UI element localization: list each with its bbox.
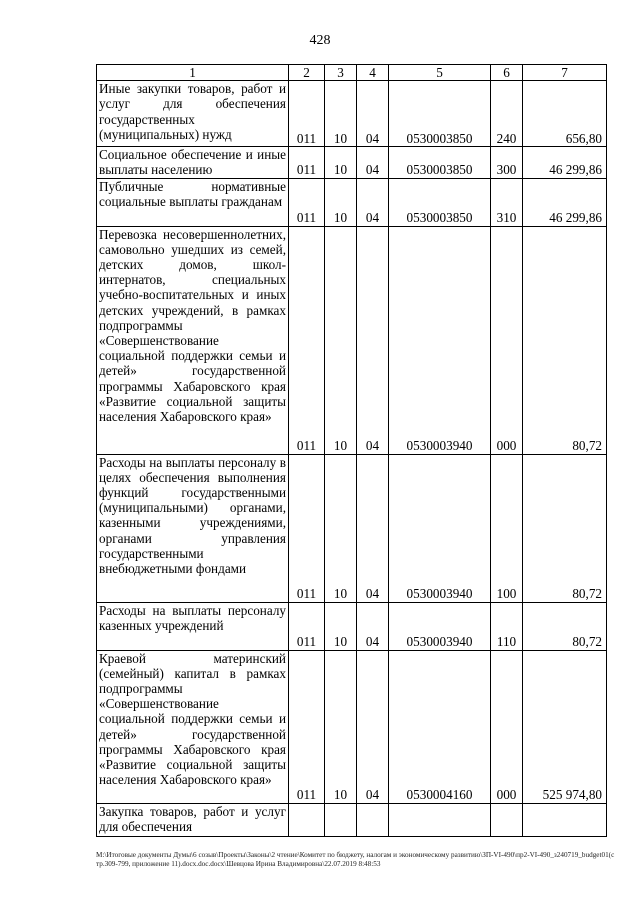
header-cell: 1 <box>97 65 289 81</box>
table-row <box>97 454 607 602</box>
row-col3 <box>325 803 357 836</box>
row-description: Расходы на выплаты персоналу в целях обеспечения выполнения функций государственными (муниципальными) органами, казенными учреждениями, органами управления государственными внебюджетными фондами <box>97 454 289 602</box>
header-cell: 5 <box>389 65 491 81</box>
header-cell: 7 <box>523 65 607 81</box>
row-amount: 46 299,86 <box>523 178 607 226</box>
header-cell: 2 <box>289 65 325 81</box>
row-description: Социальное обеспечение и иные выплаты населению <box>97 147 289 178</box>
row-col2: 011 <box>289 147 325 178</box>
table-row <box>97 147 607 178</box>
budget-table <box>96 64 607 837</box>
row-col5: 0530003850 <box>389 178 491 226</box>
table-row <box>97 803 607 836</box>
row-col4: 04 <box>357 650 389 803</box>
row-amount <box>523 803 607 836</box>
row-col4: 04 <box>357 226 389 454</box>
row-amount: 525 974,80 <box>523 650 607 803</box>
row-col4: 04 <box>357 178 389 226</box>
row-description: Краевой материнский (семейный) капитал в рамках подпрограммы «Совершенствование социальной поддержки семьи и детей» государственной программы Хабаровского края «Развитие социальной защиты населения Хабаровского края» <box>97 650 289 803</box>
row-amount: 46 299,86 <box>523 147 607 178</box>
table-header-row <box>97 65 607 81</box>
header-cell: 4 <box>357 65 389 81</box>
row-col5: 0530003940 <box>389 602 491 650</box>
row-col2: 011 <box>289 602 325 650</box>
row-col6: 240 <box>491 81 523 147</box>
row-description: Публичные нормативные социальные выплаты гражданам <box>97 178 289 226</box>
row-col4 <box>357 803 389 836</box>
page-number: 428 <box>309 33 331 48</box>
table-row <box>97 226 607 454</box>
row-description: Перевозка несовершеннолетних, самовольно ушедших из семей, детских домов, школ-интернатов, специальных учебно-воспитательных и иных детских учреждений, в рамках подпрограммы «Совершенствование социальной поддержки семьи и детей» государственной программы Хабаровского края «Развитие социальной защиты населения Хабаровского края» <box>97 226 289 454</box>
table-row <box>97 650 607 803</box>
row-col4: 04 <box>357 81 389 147</box>
row-col6: 000 <box>491 226 523 454</box>
row-col3: 10 <box>325 226 357 454</box>
file-path-footer: M:\Итоговые документы Думы\6 созыв\Проекты\Законы\2 чтение\Комитет по бюджету, налогам и экономическому развитию\ЗП-VI-490\пр2-VI-490_з240719_budget01(стр.309-799, приложение 11).docx.doc.docx\Шевцова Ирина Владимировна\22.07.2019 8:48:53 <box>96 851 615 868</box>
row-col2: 011 <box>289 454 325 602</box>
row-col6: 300 <box>491 147 523 178</box>
row-col5: 0530003940 <box>389 226 491 454</box>
row-amount: 80,72 <box>523 226 607 454</box>
row-amount: 656,80 <box>523 81 607 147</box>
row-col2: 011 <box>289 178 325 226</box>
row-col4: 04 <box>357 602 389 650</box>
row-col6: 310 <box>491 178 523 226</box>
row-description: Расходы на выплаты персоналу казенных учреждений <box>97 602 289 650</box>
row-col5: 0530003850 <box>389 147 491 178</box>
row-amount: 80,72 <box>523 602 607 650</box>
row-description: Закупка товаров, работ и услуг для обеспечения <box>97 803 289 836</box>
row-col2: 011 <box>289 650 325 803</box>
row-col5: 0530003850 <box>389 81 491 147</box>
row-col3: 10 <box>325 602 357 650</box>
row-col3: 10 <box>325 81 357 147</box>
row-col3: 10 <box>325 650 357 803</box>
row-col6: 000 <box>491 650 523 803</box>
row-col4: 04 <box>357 454 389 602</box>
row-col5 <box>389 803 491 836</box>
row-col2: 011 <box>289 226 325 454</box>
row-col5: 0530004160 <box>389 650 491 803</box>
table-row <box>97 178 607 226</box>
row-amount: 80,72 <box>523 454 607 602</box>
row-col5: 0530003940 <box>389 454 491 602</box>
row-col3: 10 <box>325 454 357 602</box>
header-cell: 6 <box>491 65 523 81</box>
header-cell: 3 <box>325 65 357 81</box>
row-col6 <box>491 803 523 836</box>
row-col3: 10 <box>325 147 357 178</box>
table-row <box>97 602 607 650</box>
row-col4: 04 <box>357 147 389 178</box>
row-col2: 011 <box>289 81 325 147</box>
row-col3: 10 <box>325 178 357 226</box>
row-col2 <box>289 803 325 836</box>
table-row <box>97 81 607 147</box>
row-col6: 110 <box>491 602 523 650</box>
row-description: Иные закупки товаров, работ и услуг для обеспечения государственных (муниципальных) нужд <box>97 81 289 147</box>
row-col6: 100 <box>491 454 523 602</box>
